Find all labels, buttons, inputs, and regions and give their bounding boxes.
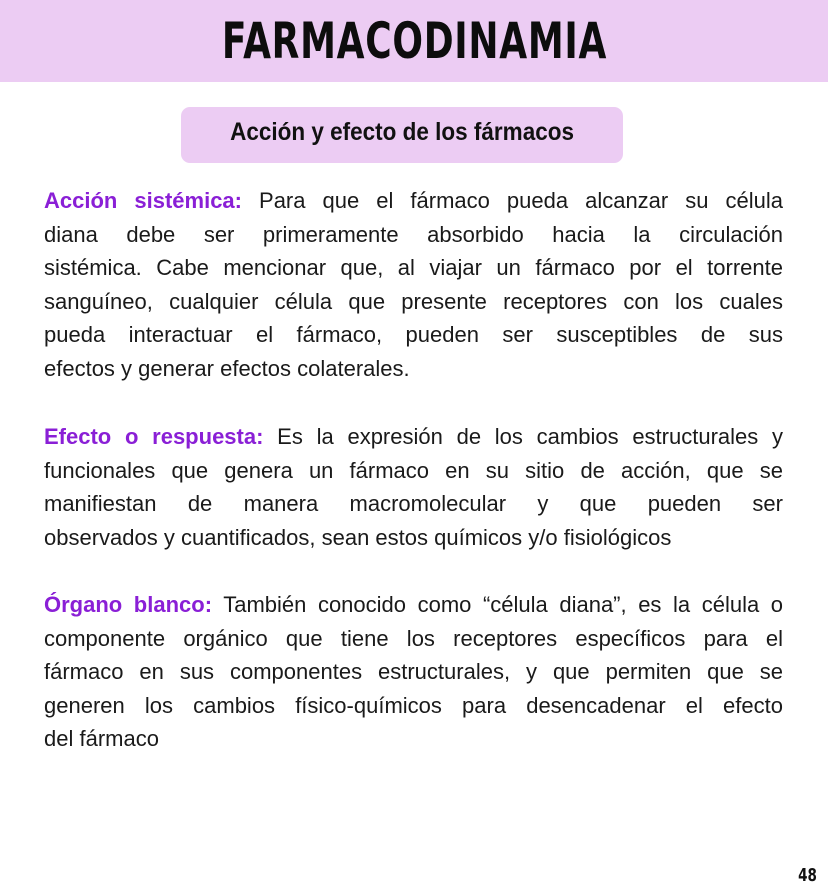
line-text: Para que el fármaco pueda alcanzar su célula [242,188,784,213]
paragraph-efecto-respuesta [44,420,783,554]
line-text: diana debe ser primeramente absorbido hacia la circulación [44,221,783,247]
paragraph-line [44,420,783,454]
paragraph-line [44,285,783,319]
paragraph-line [44,722,783,756]
line-text: También conocido como “célula diana”, es la célula o [212,592,784,617]
section-subtitle-box [181,107,623,163]
paragraph-line [44,622,783,656]
term-label: Órgano blanco: [44,592,213,617]
line-text: generen los cambios físico-químicos para desencadenar el efecto [44,692,783,718]
paragraph-organo-blanco [44,588,783,756]
paragraph-line [44,318,783,352]
section-subtitle: Acción y efecto de los fármacos [230,118,574,146]
paragraph-line [44,251,783,285]
term-label: Efecto o respuesta: [44,424,264,449]
line-text: sanguíneo, cualquier célula que presente receptores con los cuales [44,288,783,314]
paragraph-line [44,184,783,218]
paragraph-line [44,218,783,252]
line-text: fármaco en sus componentes estructurales, y que permiten que se [44,659,783,685]
paragraph-line [44,352,783,386]
line-text: observados y cuantificados, sean estos químicos y/o fisiológicos [44,524,672,550]
term-label: Acción sistémica: [44,188,242,213]
line-text: del fármaco [44,726,159,752]
paragraph-line [44,689,783,723]
line-text: componente orgánico que tiene los receptores específicos para el [44,625,783,651]
paragraph-line [44,588,783,622]
paragraph-line [44,655,783,689]
paragraph-accion-sistemica [44,184,783,386]
page-number: 48 [798,865,817,886]
paragraph-line [44,454,783,488]
line-text: efectos y generar efectos colaterales. [44,355,410,381]
line-text: Es la expresión de los cambios estructurales y [263,424,784,449]
line-text: funcionales que genera un fármaco en su sitio de acción, que se [44,457,783,483]
line-text: manifiestan de manera macromolecular y que pueden ser [44,491,783,517]
paragraph-line [44,487,783,521]
page-title: FARMACODINAMIA [221,12,607,70]
line-text: sistémica. Cabe mencionar que, al viajar un fármaco por el torrente [44,255,783,281]
line-text: pueda interactuar el fármaco, pueden ser susceptibles de sus [44,322,783,348]
paragraph-line [44,521,783,555]
